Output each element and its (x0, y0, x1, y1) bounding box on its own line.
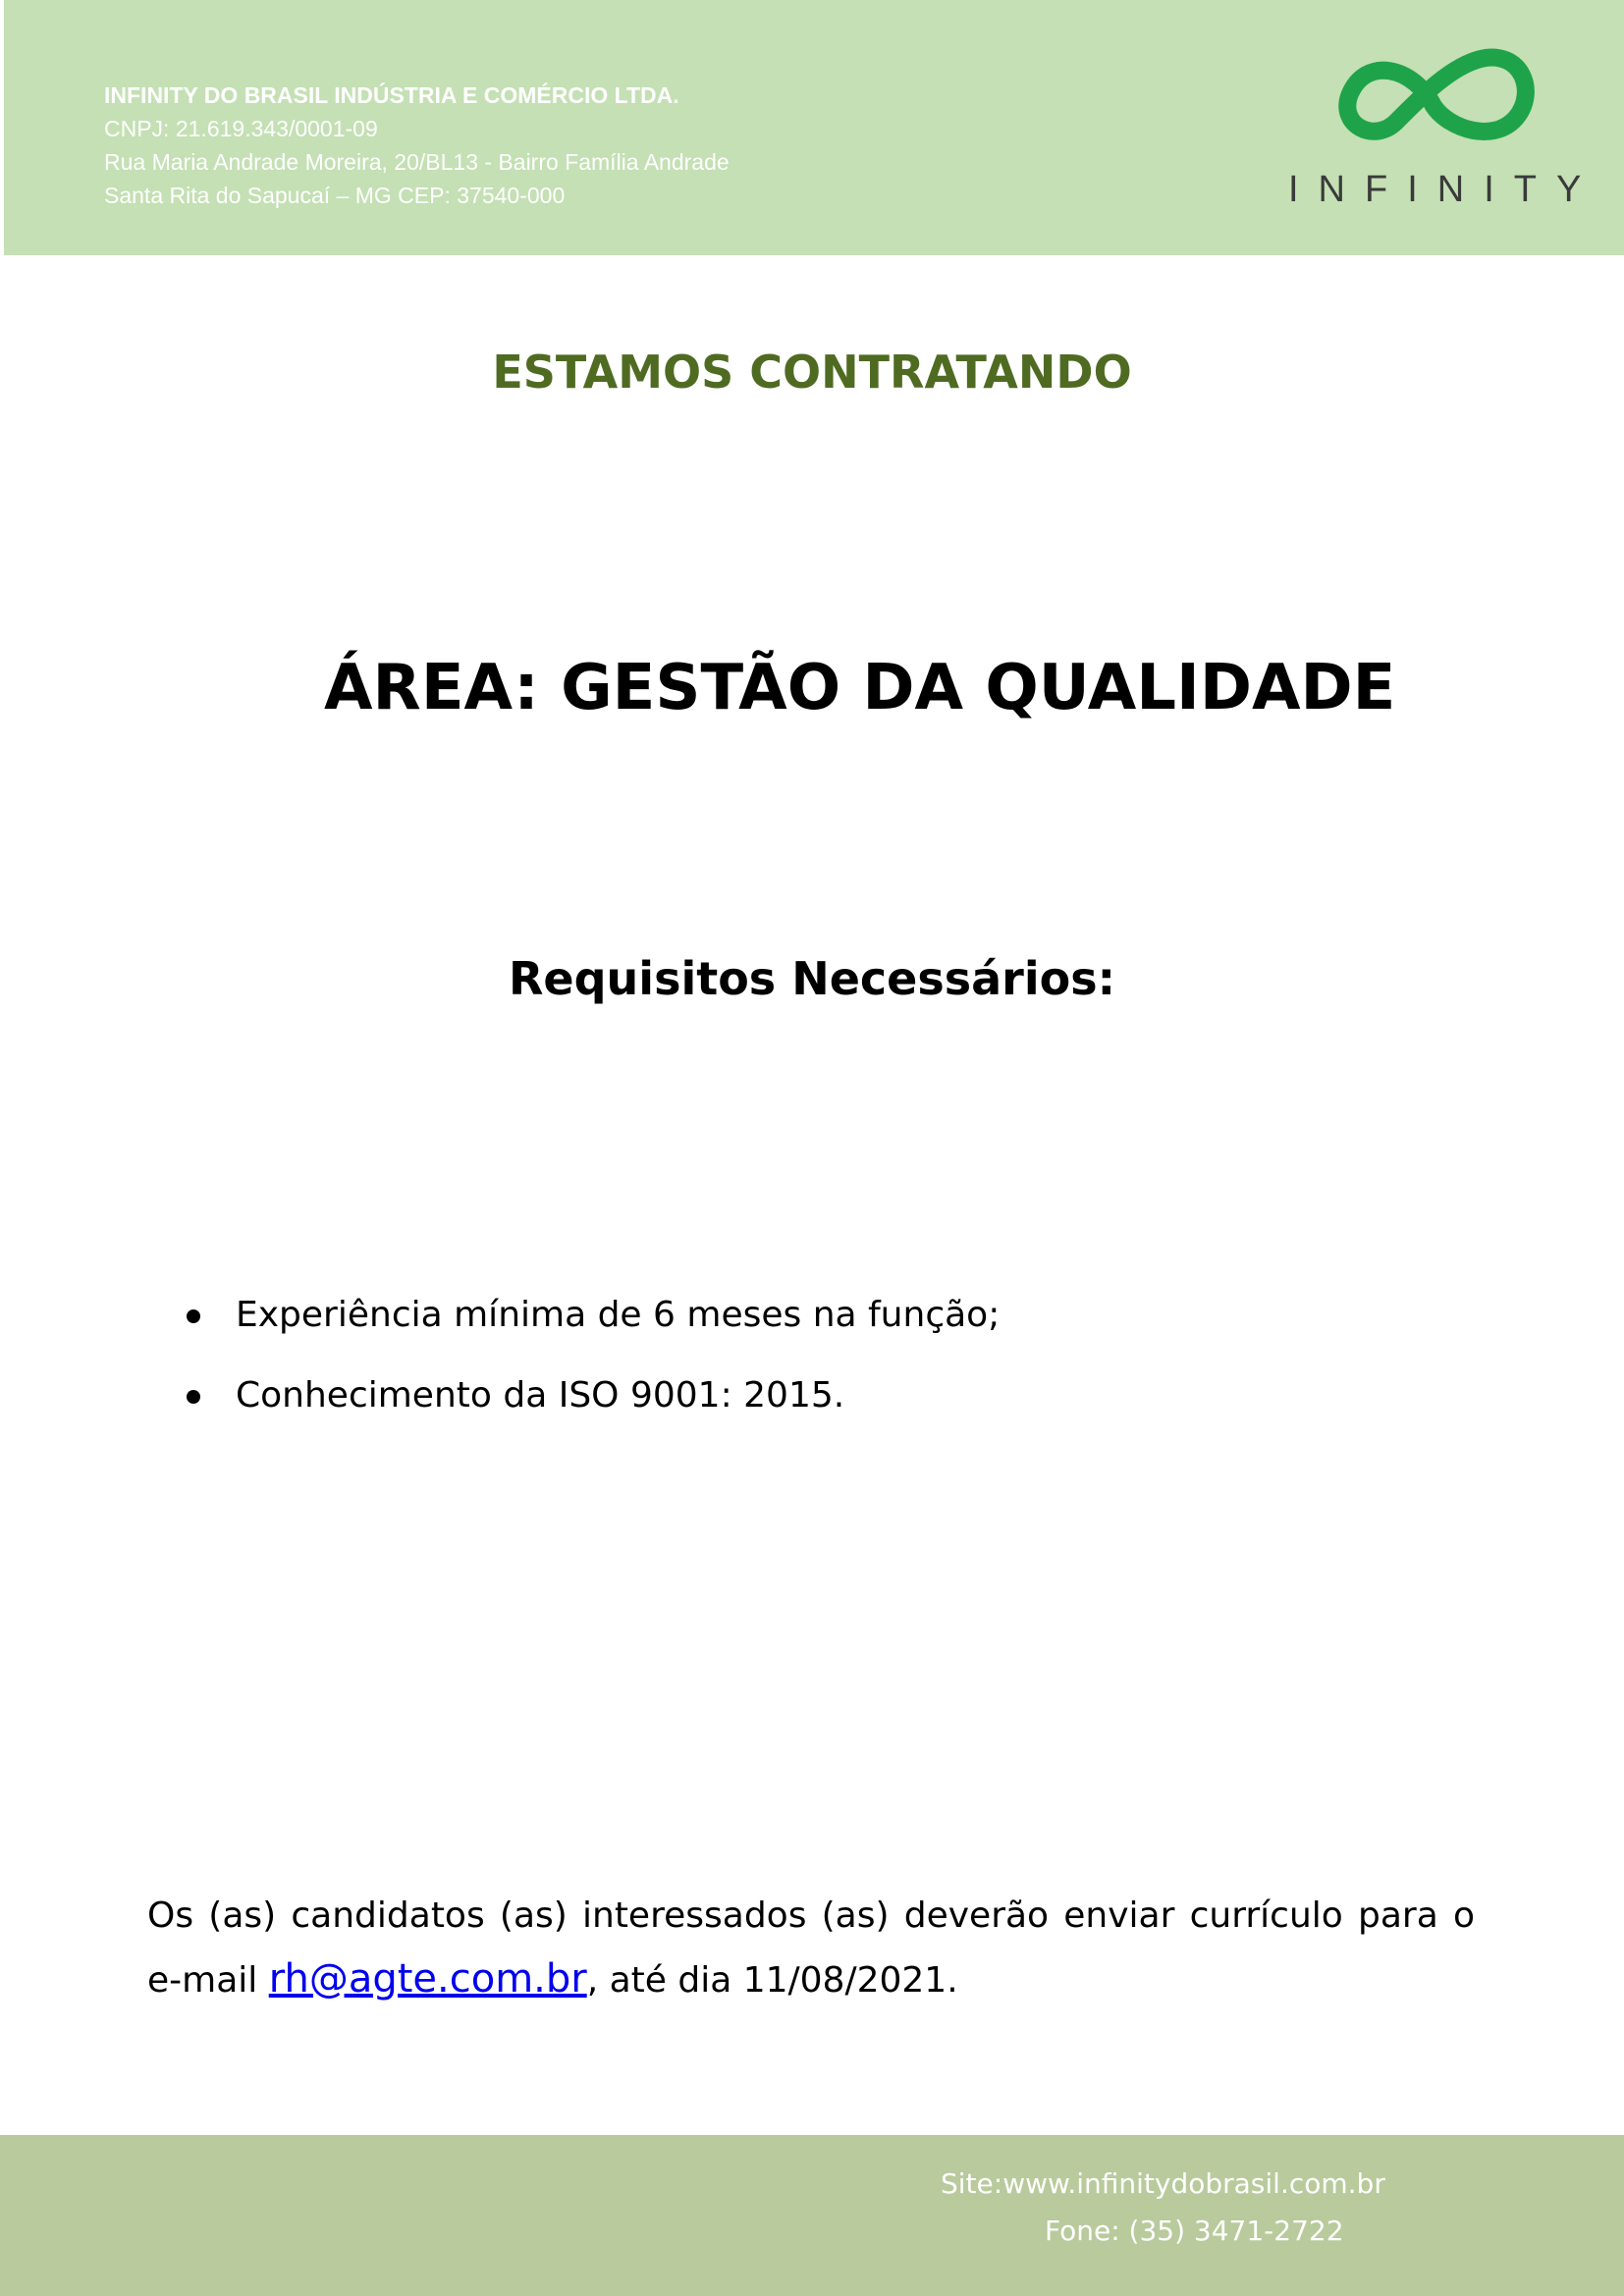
infinity-logo (1276, 39, 1610, 216)
contact-text-after: , até dia 11/08/2021. (586, 1960, 958, 2001)
bullet-icon (187, 1309, 200, 1323)
area-title: ÁREA: GESTÃO DA QUALIDADE (324, 652, 1396, 724)
requirements-title: Requisitos Necessários: (509, 952, 1115, 1005)
company-address: Rua Maria Andrade Moreira, 20/BL13 - Bairro Família Andrade (104, 149, 730, 175)
infinity-symbol-icon (1335, 45, 1542, 163)
footer-phone: Fone: (35) 3471-2722 (1045, 2215, 1344, 2247)
bullet-icon (187, 1390, 200, 1404)
list-item (179, 1374, 1000, 1417)
footer-site: Site:www.infinitydobrasil.com.br (941, 2167, 1385, 2200)
requirements-list (179, 1294, 1000, 1455)
email-link[interactable]: rh@agte.com.br (268, 1956, 587, 2002)
requirement-text: Conhecimento da ISO 9001: 2015. (236, 1375, 845, 1415)
hiring-title: ESTAMOS CONTRATANDO (492, 346, 1132, 399)
contact-paragraph (147, 1885, 1475, 2012)
footer-band (0, 2135, 1624, 2296)
list-item (179, 1294, 1000, 1337)
requirement-text: Experiência mínima de 6 meses na função; (236, 1295, 1001, 1335)
company-city: Santa Rita do Sapucaí – MG CEP: 37540-000 (104, 183, 566, 208)
company-info (104, 79, 730, 212)
logo-wordmark: INFINITY (1288, 169, 1601, 210)
company-name: INFINITY DO BRASIL INDÚSTRIA E COMÉRCIO LTDA. (104, 82, 679, 108)
contact-text-before: Os (as) candidatos (as) interessados (as) deverão enviar currículo para o e-mail (147, 1896, 1475, 2001)
company-cnpj: CNPJ: 21.619.343/0001-09 (104, 116, 378, 141)
